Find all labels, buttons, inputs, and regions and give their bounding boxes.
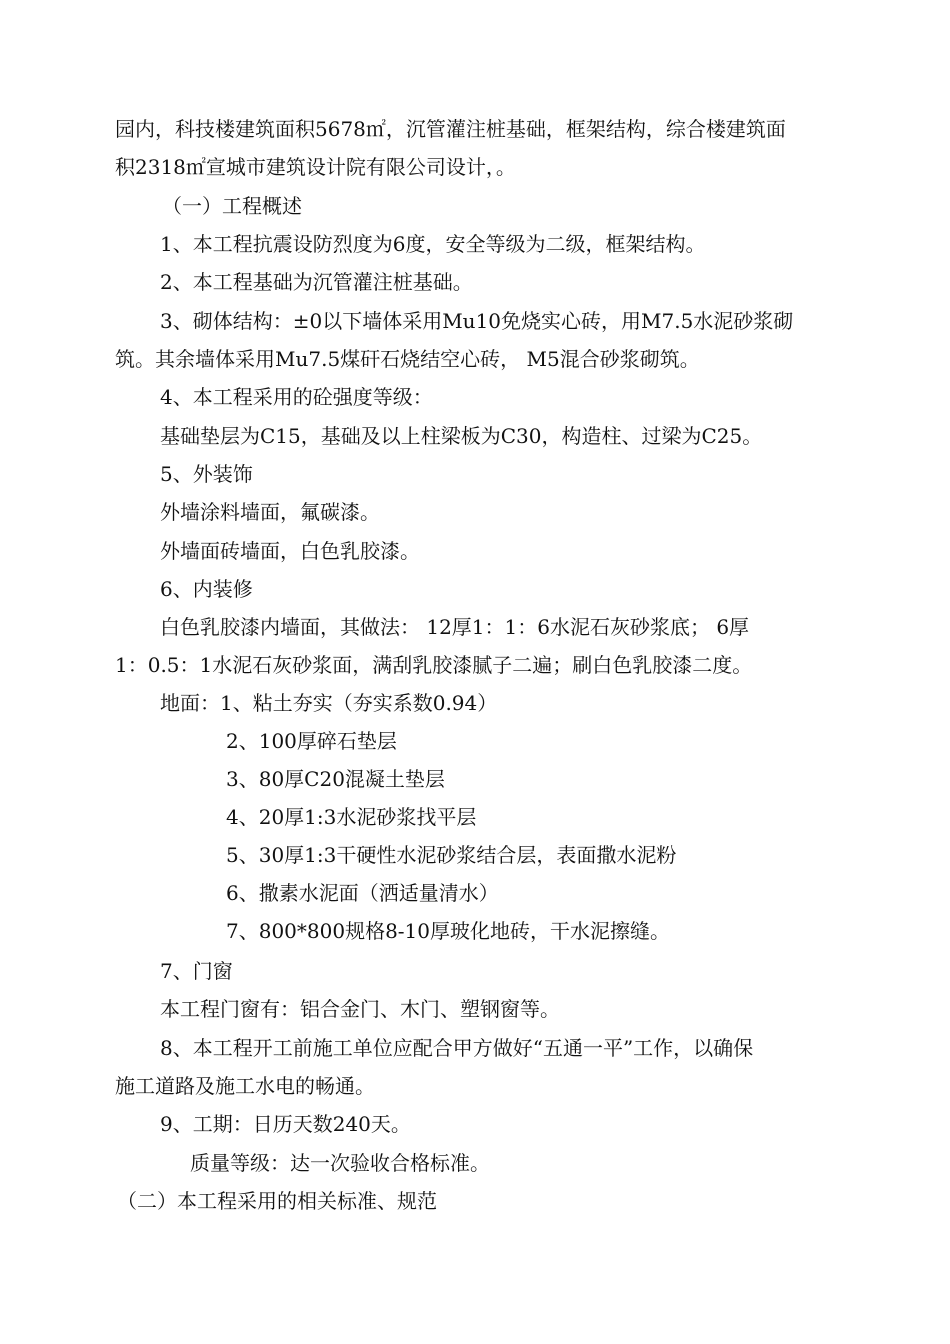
text-line: 本工程门窗有：铝合金门、木门、塑钢窗等。 [160, 997, 560, 1021]
section-heading: （二）本工程采用的相关标准、规范 [117, 1189, 437, 1213]
text-line: 8、本工程开工前施工单位应配合甲方做好“五通一平”工作，以确保 [160, 1036, 754, 1060]
text-line: 7、门窗 [160, 959, 233, 983]
text-line: 筑。其余墙体采用Mu7.5煤矸石烧结空心砖， M5混合砂浆砌筑。 [115, 347, 700, 371]
text-line: 4、本工程采用的砼强度等级： [160, 385, 433, 409]
list-item: 3、80厚C20混凝土垫层 [226, 767, 445, 791]
text-line: 1：0.5：1水泥石灰砂浆面，满刮乳胶漆腻子二遍；刷白色乳胶漆二度。 [115, 653, 753, 677]
text-line: 白色乳胶漆内墙面，其做法： 12厚1：1：6水泥石灰砂浆底； 6厚 [160, 615, 750, 639]
text-line: 1、本工程抗震设防烈度为6度，安全等级为二级，框架结构。 [160, 232, 706, 256]
list-item: 2、100厚碎石垫层 [226, 729, 397, 753]
text-line: 5、外装饰 [160, 462, 253, 486]
list-item: 7、800*800规格8-10厚玻化地砖，干水泥擦缝。 [226, 919, 671, 943]
text-line: 地面：1、粘土夯实（夯实系数0.94） [160, 691, 498, 715]
text-line: 园内，科技楼建筑面积5678㎡，沉管灌注桩基础，框架结构，综合楼建筑面 [115, 117, 786, 141]
text-line: 2、本工程基础为沉管灌注桩基础。 [160, 270, 473, 294]
text-line: 3、砌体结构：±0以下墙体采用Mu10免烧实心砖，用M7.5水泥砂浆砌 [160, 309, 794, 333]
text-line: 施工道路及施工水电的畅通。 [115, 1074, 375, 1098]
text-line: 6、内装修 [160, 577, 253, 601]
list-item: 4、20厚1:3水泥砂浆找平层 [226, 805, 477, 829]
text-line: 基础垫层为C15，基础及以上柱梁板为C30，构造柱、过梁为C25。 [160, 424, 763, 448]
list-item: 5、30厚1:3干硬性水泥砂浆结合层，表面撒水泥粉 [226, 843, 677, 867]
text-line: 外墙涂料墙面，氟碳漆。 [160, 500, 380, 524]
text-line: 外墙面砖墙面，白色乳胶漆。 [160, 539, 420, 563]
list-item: 6、撒素水泥面（洒适量清水） [226, 881, 499, 905]
text-line: 9、工期：日历天数240天。 [160, 1112, 411, 1136]
section-heading: （一）工程概述 [162, 194, 302, 218]
text-line: 质量等级：达一次验收合格标准。 [190, 1151, 490, 1175]
text-line: 积2318㎡宣城市建筑设计院有限公司设计，。 [115, 155, 516, 179]
